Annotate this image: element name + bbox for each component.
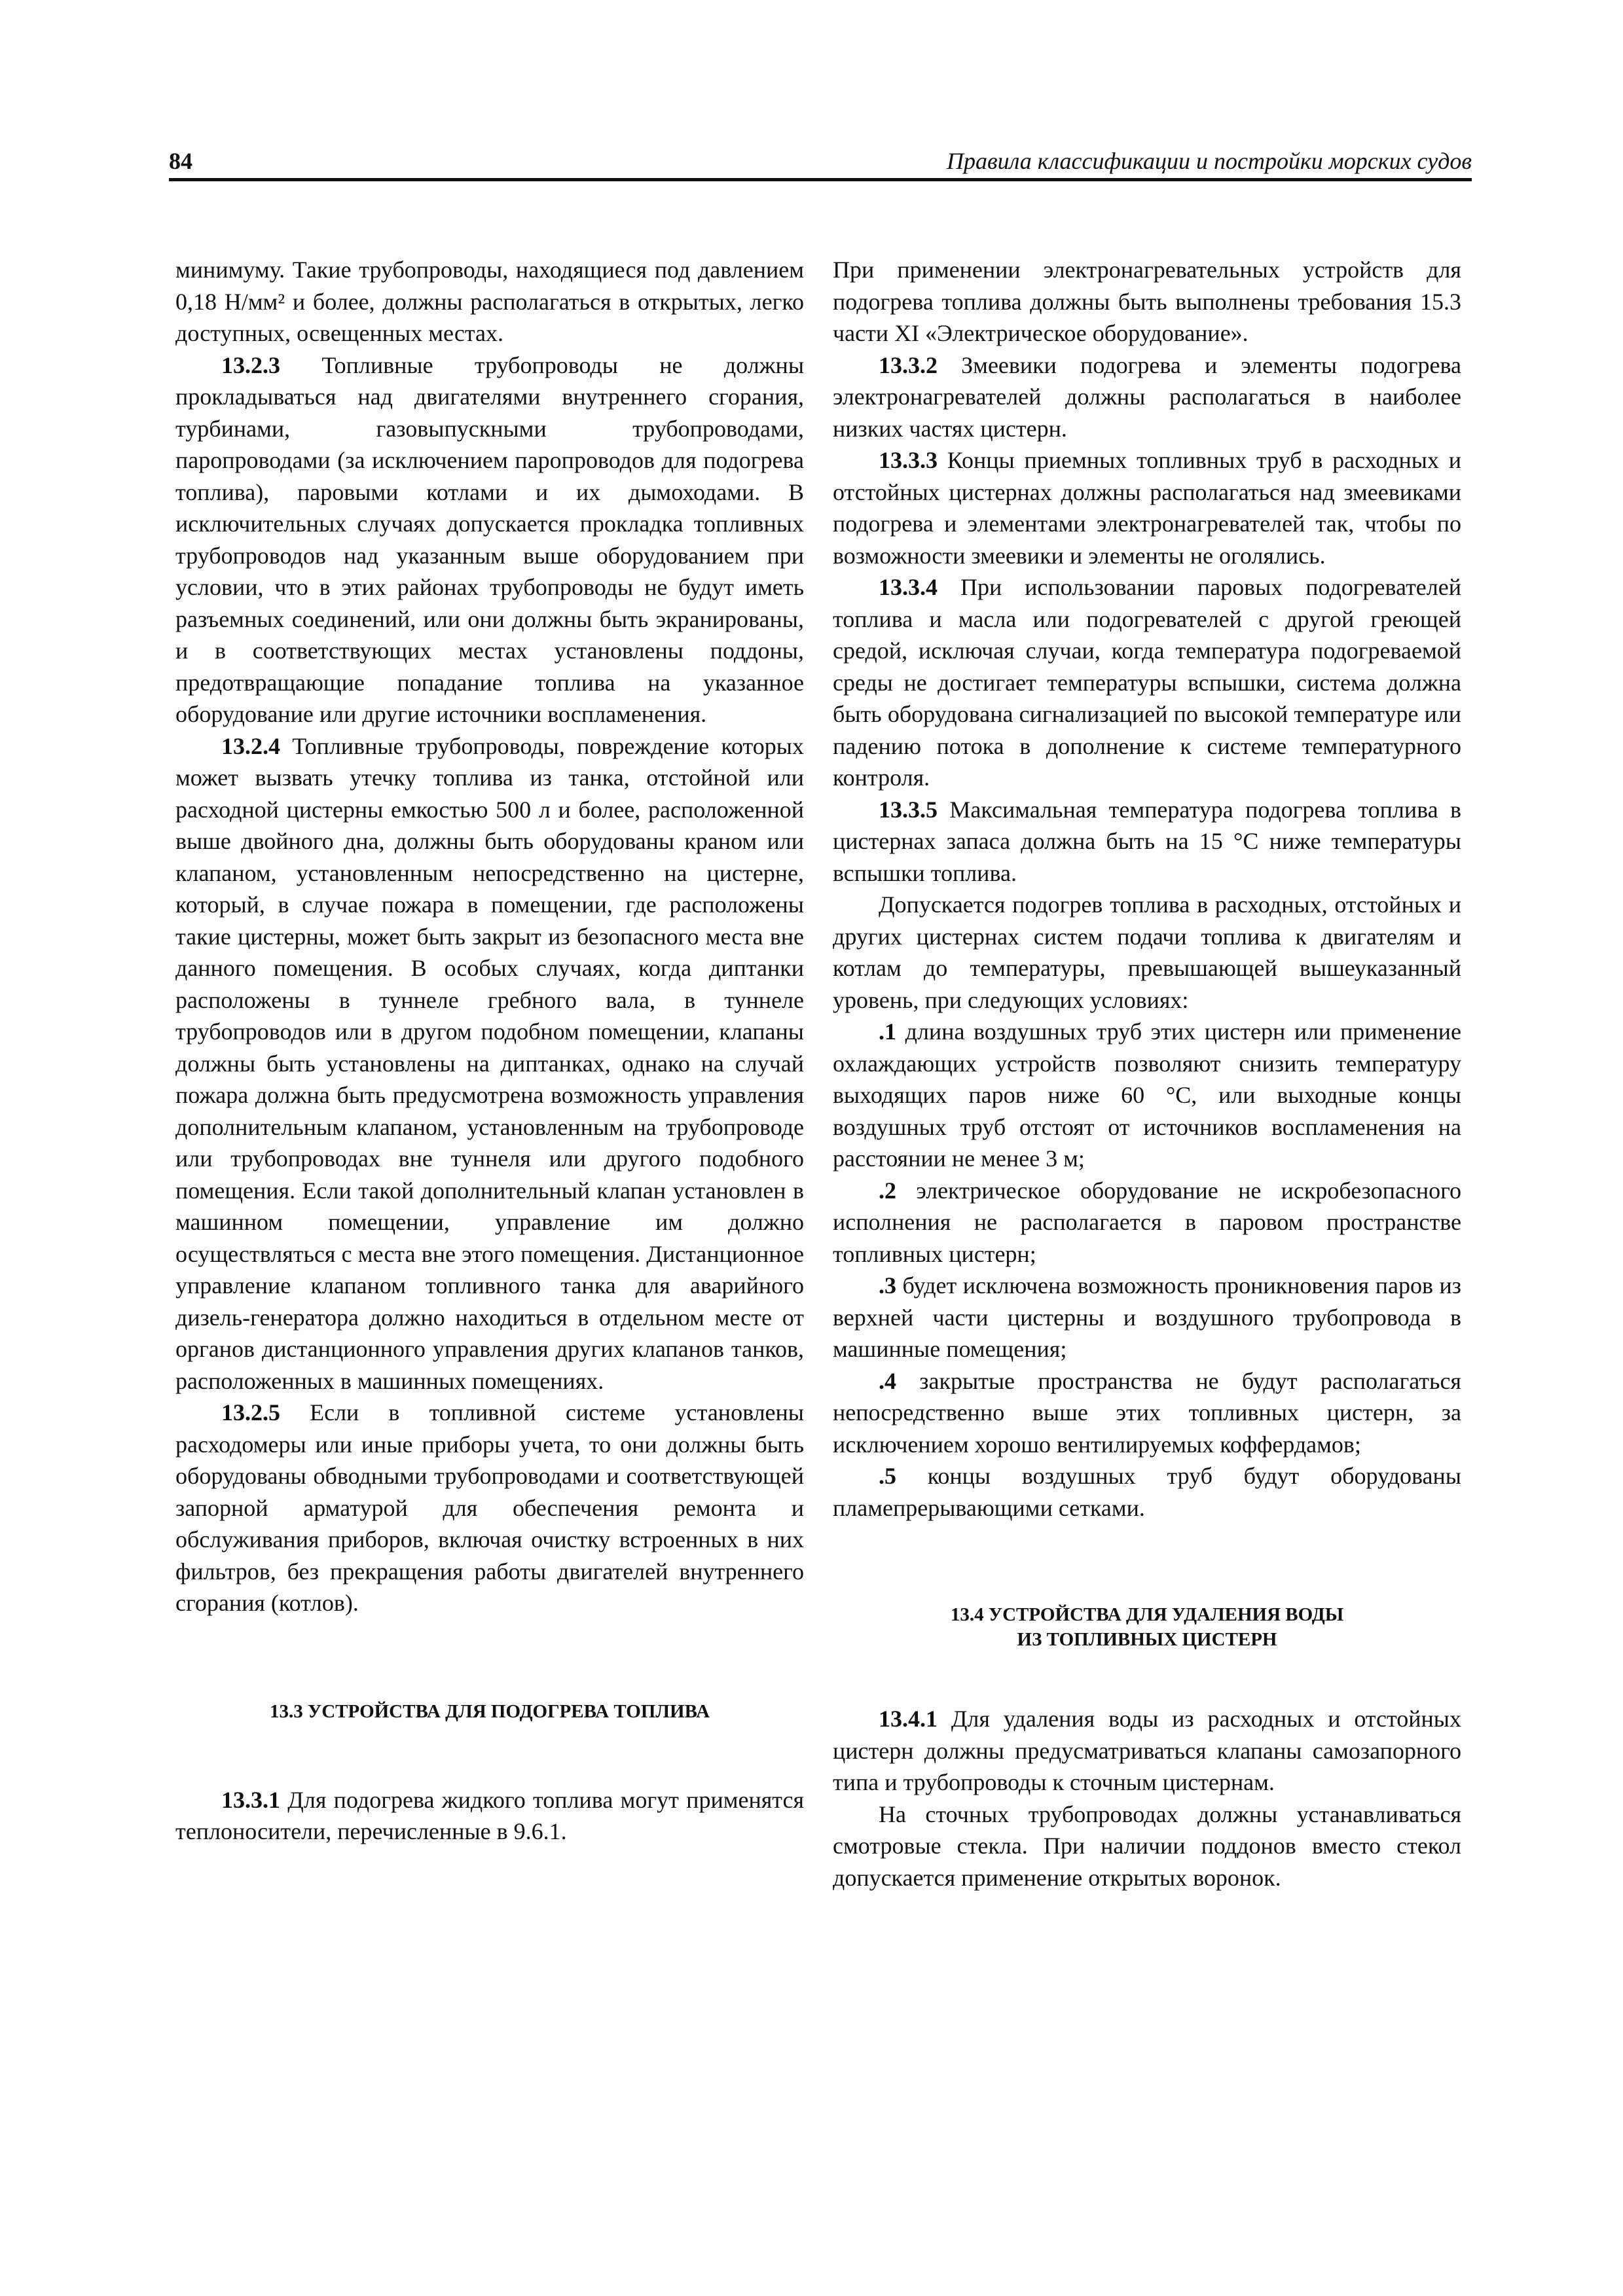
clause-number: 13.3.3 [879,447,938,473]
list-item-2 [833,1175,1461,1270]
clause-number: 13.2.3 [221,351,280,378]
paragraph-13-3-1 [175,1784,804,1848]
item-number: .4 [879,1367,896,1394]
paragraph-13-3-4 [833,571,1461,794]
paragraph-13-3-2 [833,350,1461,445]
section-heading-13-4-line1: 13.4 УСТРОЙСТВА ДЛЯ УДАЛЕНИЯ ВОДЫ [950,1604,1344,1625]
item-text: электрическое оборудование не искробезопасного исполнения не располагается в паровом пространстве топливных цистерн; [833,1177,1461,1267]
clause-number: 13.3.5 [879,796,938,823]
page-number: 84 [169,148,192,174]
paragraph-conditions-intro: Допускается подогрев топлива в расходных, отстойных и других цистернах систем подачи топлива к двигателям и котлам до температуры, превышающей вышеуказанный уровень, при следующих условиях: [833,891,1461,1013]
clause-number: 13.4.1 [879,1706,938,1732]
clause-number: 13.2.4 [221,732,280,759]
paragraph-13-3-5 [833,794,1461,889]
paragraph-continuation: минимуму. Такие трубопроводы, находящиеся под давлением 0,18 Н/мм² и более, должны располагаться в открытых, легко доступных, освещенных местах. [175,257,804,346]
list-item-5 [833,1460,1461,1524]
clause-text: Концы приемных топливных труб в расходных и отстойных цистернах должны располагаться над змеевиками подогрева и элементами электронагревателей так, чтобы по возможности змеевики и элементы не оголялись. [833,447,1461,569]
item-text: закрытые пространства не будут располагаться непосредственно выше этих топливных цистерн, за исключением хорошо вентилируемых коффердамов; [833,1367,1461,1458]
paragraph-13-2-3 [175,350,804,730]
clause-text: При использовании паровых подогревателей топлива и масла или подогревателей с другой греющей средой, исключая случаи, когда температура подогреваемой среды не достигает температуры вспышки, система должна быть оборудована сигнализацией по высокой температуре или падению потока в дополнение к системе температурного контроля. [833,574,1461,791]
item-text: будет исключена возможность проникновения паров из верхней части цистерны и воздушного трубопровода в машинные помещения; [833,1272,1461,1362]
left-column [175,254,804,1848]
clause-text: Если в топливной системе установлены расходомеры или иные приборы учета, то они должны быть оборудованы обводными трубопроводами и соответствующей запорной арматурой для обеспечения ремонта и обслуживания приборов, включая очистку встроенных в них фильтров, без прекращения работы двигателей внутреннего сгорания (котлов). [175,1399,804,1616]
list-item-4 [833,1365,1461,1461]
item-number: .1 [879,1018,896,1045]
clause-text: Максимальная температура подогрева топлива в цистернах запаса должна быть на 15 °С ниже температуры вспышки топлива. [833,796,1461,886]
running-title: Правила классификации и постройки морских судов [947,148,1472,174]
item-text: концы воздушных труб будут оборудованы пламепрерывающими сетками. [833,1463,1461,1521]
paragraph-continuation: При применении электронагревательных устройств для подогрева топлива должны быть выполнены требования 15.3 части XI «Электрическое оборудование». [833,257,1461,346]
page-header [169,147,1472,180]
clause-number: 13.2.5 [221,1399,280,1426]
clause-text: Для подогрева жидкого топлива могут применятся теплоносители, перечисленные в 9.6.1. [175,1786,804,1844]
section-heading-13-3: 13.3 УСТРОЙСТВА ДЛЯ ПОДОГРЕВА ТОПЛИВА [269,1700,710,1722]
paragraph-13-4-1 [833,1703,1461,1799]
clause-number: 13.3.1 [221,1786,280,1813]
right-column [833,254,1461,1893]
paragraph-13-2-4 [175,730,804,1397]
item-number: .3 [879,1272,896,1299]
item-text: длина воздушных труб этих цистерн или применение охлаждающих устройств позволяют снизить температуру выходящих паров ниже 60 °С, или выходные концы воздушных труб отстоят от источников воспламенения на расстоянии не менее 3 м; [833,1018,1461,1172]
list-item-1 [833,1016,1461,1175]
clause-number: 13.3.2 [879,351,938,378]
item-number: .2 [879,1177,896,1204]
clause-text: Змеевики подогрева и элементы подогрева электронагревателей должны располагаться в наиболее низких частях цистерн. [833,351,1461,442]
list-item-3 [833,1270,1461,1365]
clause-text: Топливные трубопроводы, повреждение которых может вызвать утечку топлива из танка, отстойной или расходной цистерны емкостью 500 л и более, расположенной выше двойного дна, должны быть оборудованы краном или клапаном, установленным непосредственно на цистерне, который, в случае пожара в помещении, где расположены такие цистерны, может быть закрыт из безопасного места вне данного помещения. В особых случаях, когда диптанки расположены в туннеле гребного вала, в туннеле трубопроводов или в другом подобном помещении, клапаны должны быть установлены на диптанках, однако на случай пожара должна быть предусмотрена возможность управления дополнительным клапаном, установленным на трубопроводе или трубопроводах вне туннеля или другого подобного помещения. Если такой дополнительный клапан установлен в машинном помещении, управление им должно осуществляться с места вне этого помещения. Дистанционное управление клапаном топливного танка для аварийного дизель-генератора должно находиться в отдельном месте от органов дистанционного управления других клапанов танков, расположенных в машинных помещениях. [175,732,804,1394]
paragraph-13-2-5 [175,1397,804,1619]
header-rule [169,178,1472,181]
clause-text: Топливные трубопроводы не должны прокладываться над двигателями внутреннего сгорания, турбинами, газовыпускными трубопроводами, паропроводами (за исключением паропроводов для подогрева топлива), паровыми котлами и их дымоходами. В исключительных случаях допускается прокладка топливных трубопроводов над указанным выше оборудованием при условии, что в этих районах трубопроводы не будут иметь разъемных соединений, или они должны быть экранированы, и в соответствующих местах установлены поддоны, предотвращающие попадание топлива на указанное оборудование или другие источники воспламенения. [175,351,804,727]
clause-text: Для удаления воды из расходных и отстойных цистерн должны предусматриваться клапаны самозапорного типа и трубопроводы к сточным цистернам. [833,1706,1461,1795]
paragraph-13-3-3 [833,444,1461,571]
item-number: .5 [879,1463,896,1489]
paragraph-inspection-glass: На сточных трубопроводах должны устанавливаться смотровые стекла. При наличии поддонов вместо стекол допускается применение открытых воронок. [833,1801,1461,1891]
section-heading-13-4-line2: ИЗ ТОПЛИВНЫХ ЦИСТЕРН [1017,1629,1277,1650]
clause-number: 13.3.4 [879,574,938,600]
